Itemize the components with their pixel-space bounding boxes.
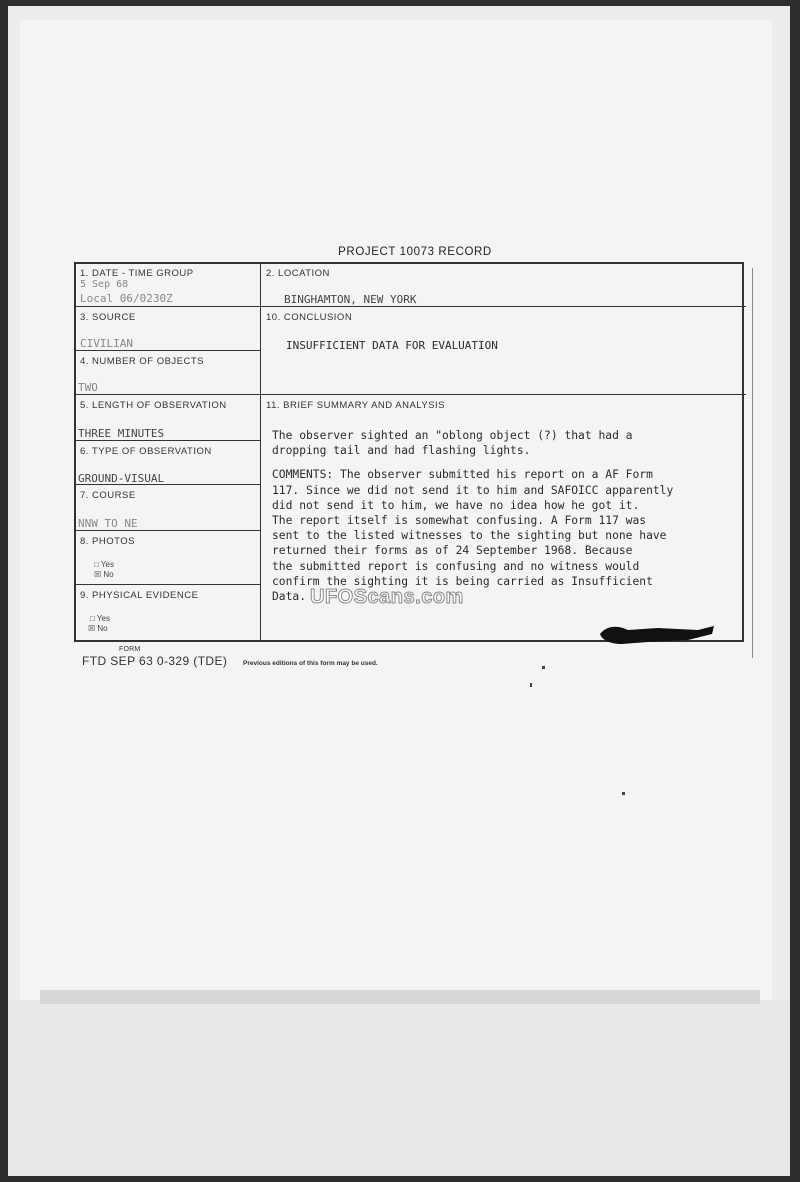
checkbox-icon: □ xyxy=(90,614,95,623)
row-divider xyxy=(260,306,746,307)
row-divider xyxy=(76,584,260,585)
document-title: PROJECT 10073 RECORD xyxy=(338,246,492,258)
checked-box-icon: ☒ xyxy=(94,570,102,579)
physical-evidence-yes-option xyxy=(90,614,110,623)
physical-evidence-no-option xyxy=(88,624,108,633)
location-value: BINGHAMTON, NEW YORK xyxy=(284,293,417,306)
row-divider xyxy=(260,394,746,395)
number-of-objects-value: TWO xyxy=(78,381,98,394)
form-id: FTD SEP 63 0-329 (TDE) xyxy=(82,654,228,668)
type-of-observation-label: 6. TYPE OF OBSERVATION xyxy=(80,446,212,457)
speck xyxy=(542,666,545,669)
date-time-group-value-1: 5 Sep 68 xyxy=(80,279,129,290)
record-form xyxy=(74,262,744,642)
photos-no-option xyxy=(94,570,114,579)
length-of-observation-value: THREE MINUTES xyxy=(78,427,165,440)
physical-evidence-no-label: No xyxy=(97,624,108,633)
summary-label: 11. BRIEF SUMMARY AND ANALYSIS xyxy=(266,400,446,411)
speck xyxy=(622,792,625,795)
conclusion-value: INSUFFICIENT DATA FOR EVALUATION xyxy=(286,339,498,352)
form-word: FORM xyxy=(119,646,141,653)
row-divider xyxy=(76,306,260,307)
checkbox-icon: □ xyxy=(94,560,99,569)
summary-paragraph-comments: COMMENTS: The observer submitted his report on a AF Form 117. Since we did not send it to him and SAFOICC apparently did not send it to him, we have no idea how he got it. The report itself is somewhat confusing. A Form 117 was sent to the listed witnesses to the sighting but none have returned their forms as of 24 September 1968. Because the submitted report is confusing and no witness would confirm the sighting it is being carried as Insufficient Data. xyxy=(272,468,674,604)
page-edge-shadow xyxy=(40,990,760,1004)
photos-yes-label: Yes xyxy=(100,560,114,569)
row-divider xyxy=(76,440,260,441)
speck xyxy=(530,683,532,687)
redaction-mark xyxy=(598,622,716,646)
source-value: CIVILIAN xyxy=(80,337,133,350)
source-label: 3. SOURCE xyxy=(80,312,136,323)
edge-mark xyxy=(752,268,753,658)
date-time-group-label: 1. DATE - TIME GROUP xyxy=(80,268,194,279)
length-of-observation-label: 5. LENGTH OF OBSERVATION xyxy=(80,400,227,411)
photos-yes-option xyxy=(94,560,114,569)
photos-label: 8. PHOTOS xyxy=(80,536,136,547)
previous-editions-note: Previous editions of this form may be used. xyxy=(243,660,378,667)
row-divider xyxy=(76,530,260,531)
watermark: UFOScans.com xyxy=(310,586,464,608)
course-value: NNW TO NE xyxy=(78,517,138,530)
date-time-group-value-2: Local 06/0230Z xyxy=(80,292,173,305)
type-of-observation-value: GROUND-VISUAL xyxy=(78,472,165,485)
physical-evidence-yes-label: Yes xyxy=(96,614,110,623)
photos-no-label: No xyxy=(103,570,114,579)
form-identifier xyxy=(82,646,228,668)
checked-box-icon: ☒ xyxy=(88,624,96,633)
physical-evidence-label: 9. PHYSICAL EVIDENCE xyxy=(80,590,199,601)
conclusion-label: 10. CONCLUSION xyxy=(266,312,353,323)
course-label: 7. COURSE xyxy=(80,490,136,501)
summary-paragraph-observation: The observer sighted an "oblong object (?) that had a dropping tail and had flashing lights. xyxy=(272,429,633,458)
location-label: 2. LOCATION xyxy=(266,268,330,279)
row-divider xyxy=(76,350,260,351)
paper-lower-area xyxy=(8,1000,790,1176)
column-divider xyxy=(260,264,261,640)
number-of-objects-label: 4. NUMBER OF OBJECTS xyxy=(80,356,205,367)
row-divider xyxy=(76,394,260,395)
